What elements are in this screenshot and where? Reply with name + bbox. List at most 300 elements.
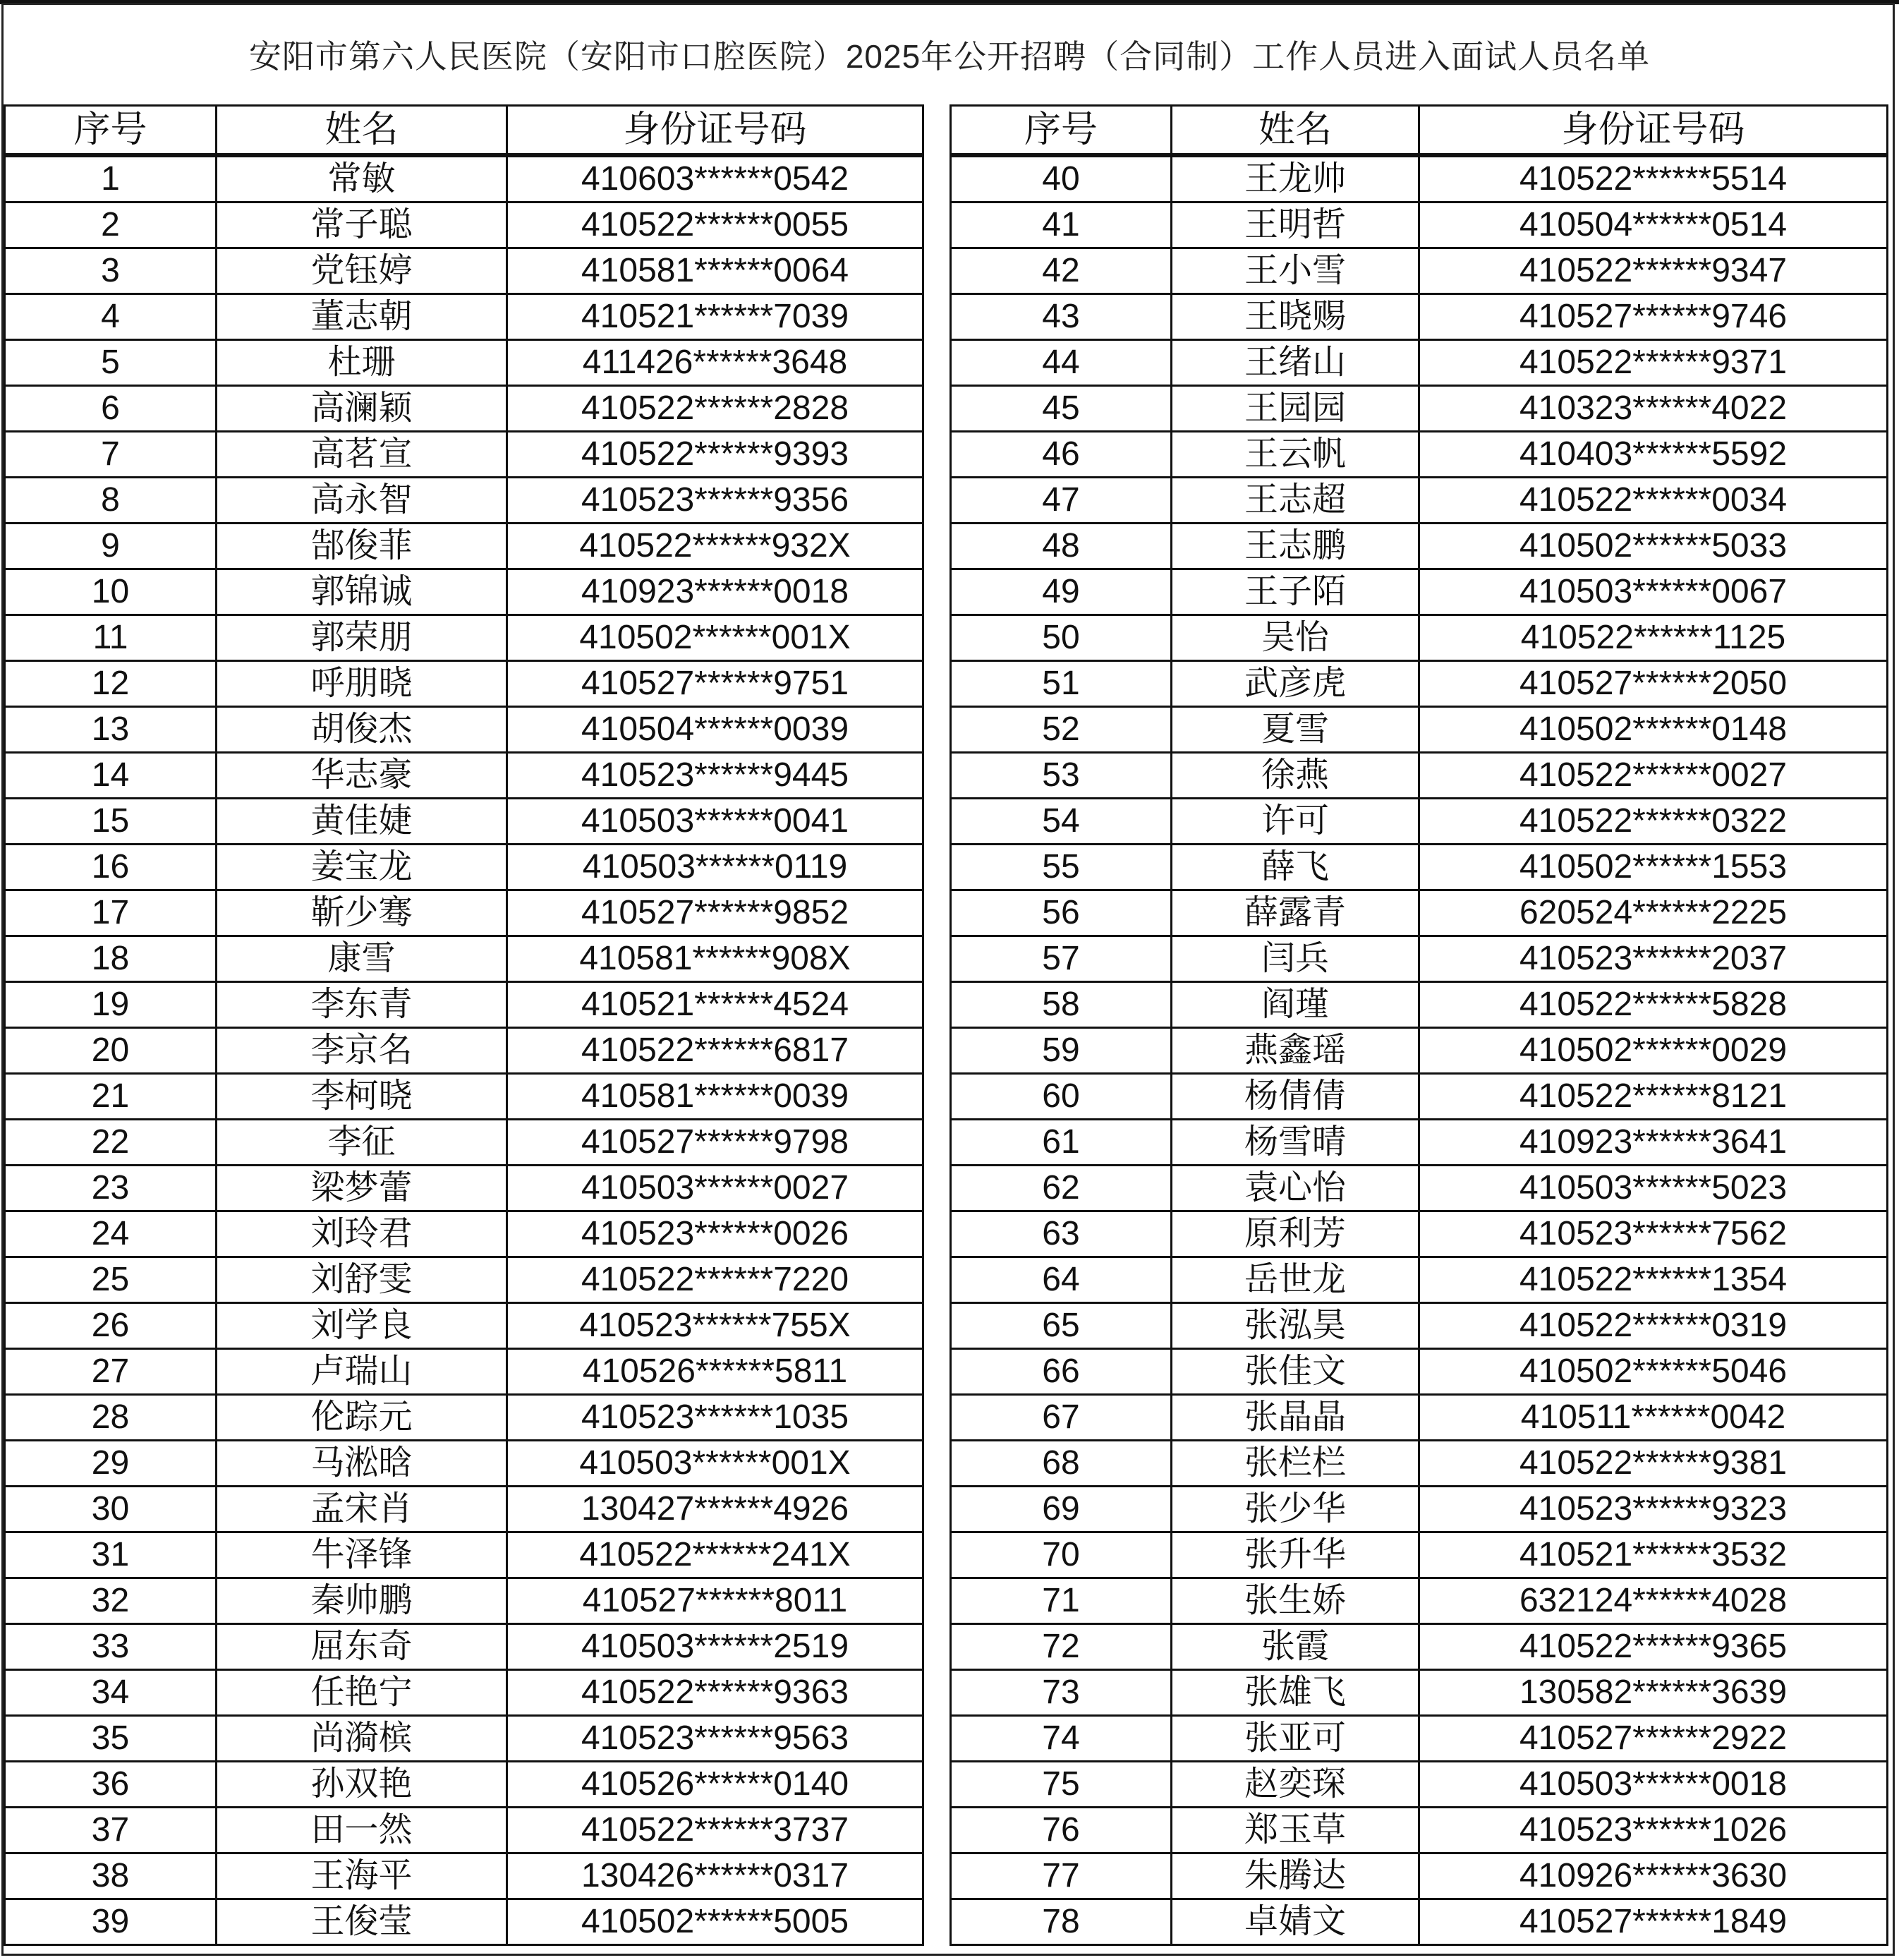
- cell-name: 秦帅鹏: [217, 1578, 507, 1624]
- cell-index: 7: [5, 432, 217, 478]
- cell-id-number: 410522******9393: [507, 432, 923, 478]
- cell-name: 华志豪: [217, 753, 507, 799]
- cell-name: 王子陌: [1172, 569, 1419, 615]
- cell-index: 25: [5, 1257, 217, 1303]
- cell-name: 武彦虎: [1172, 661, 1419, 707]
- table-row: [5, 890, 923, 936]
- cell-index: 61: [951, 1120, 1172, 1166]
- cell-index: 49: [951, 569, 1172, 615]
- cell-id-number: 410581******0064: [507, 248, 923, 294]
- cell-name: 原利芳: [1172, 1211, 1419, 1257]
- table-row: [5, 1808, 923, 1853]
- table-row: [5, 799, 923, 845]
- cell-id-number: 410522******9347: [1419, 248, 1888, 294]
- cell-name: 董志朝: [217, 294, 507, 340]
- cell-id-number: 410522******0322: [1419, 799, 1888, 845]
- table-row: [951, 386, 1888, 432]
- cell-id-number: 410522******9371: [1419, 340, 1888, 386]
- table-row: [951, 1120, 1888, 1166]
- cell-id-number: 410522******1354: [1419, 1257, 1888, 1303]
- cell-index: 24: [5, 1211, 217, 1257]
- table-row: [5, 432, 923, 478]
- table-row: [951, 1899, 1888, 1945]
- cell-id-number: 410527******2050: [1419, 661, 1888, 707]
- cell-index: 6: [5, 386, 217, 432]
- header-id-number: 身份证号码: [1419, 106, 1888, 156]
- cell-name: 王海平: [217, 1853, 507, 1899]
- cell-id-number: 410503******0027: [507, 1166, 923, 1211]
- cell-id-number: 410503******2519: [507, 1624, 923, 1670]
- table-row: [5, 1166, 923, 1211]
- table-row: [951, 799, 1888, 845]
- table-row: [5, 1120, 923, 1166]
- cell-name: 尚漪槟: [217, 1716, 507, 1762]
- cell-index: 47: [951, 478, 1172, 524]
- table-row: [5, 1257, 923, 1303]
- cell-id-number: 410502******5005: [507, 1899, 923, 1945]
- cell-id-number: 410521******3532: [1419, 1532, 1888, 1578]
- cell-id-number: 620524******2225: [1419, 890, 1888, 936]
- cell-name: 孟宋肖: [217, 1487, 507, 1532]
- cell-id-number: 410522******8121: [1419, 1074, 1888, 1120]
- roster-table-right: [950, 104, 1888, 1946]
- cell-id-number: 410522******6817: [507, 1028, 923, 1074]
- cell-index: 57: [951, 936, 1172, 982]
- cell-index: 58: [951, 982, 1172, 1028]
- cell-index: 32: [5, 1578, 217, 1624]
- cell-id-number: 410502******5046: [1419, 1349, 1888, 1395]
- cell-name: 马淞晗: [217, 1441, 507, 1487]
- cell-id-number: 410527******1849: [1419, 1899, 1888, 1945]
- table-row: [951, 982, 1888, 1028]
- table-row: [951, 1624, 1888, 1670]
- cell-id-number: 410527******9852: [507, 890, 923, 936]
- cell-name: 胡俊杰: [217, 707, 507, 753]
- header-row: [5, 106, 923, 156]
- table-row: [5, 707, 923, 753]
- cell-name: 张亚可: [1172, 1716, 1419, 1762]
- cell-id-number: 410526******0140: [507, 1762, 923, 1808]
- table-row: [951, 478, 1888, 524]
- cell-name: 高澜颖: [217, 386, 507, 432]
- cell-name: 杜珊: [217, 340, 507, 386]
- table-row: [5, 753, 923, 799]
- cell-id-number: 410527******9798: [507, 1120, 923, 1166]
- cell-id-number: 410523******1026: [1419, 1808, 1888, 1853]
- cell-id-number: 410926******3630: [1419, 1853, 1888, 1899]
- table-row: [951, 1716, 1888, 1762]
- table-row: [5, 1349, 923, 1395]
- table-row: [5, 202, 923, 248]
- table-row: [5, 615, 923, 661]
- cell-index: 72: [951, 1624, 1172, 1670]
- table-row: [5, 248, 923, 294]
- cell-index: 10: [5, 569, 217, 615]
- table-row: [5, 1578, 923, 1624]
- cell-id-number: 410502******5033: [1419, 524, 1888, 569]
- cell-name: 杨倩倩: [1172, 1074, 1419, 1120]
- cell-name: 王明哲: [1172, 202, 1419, 248]
- cell-name: 岳世龙: [1172, 1257, 1419, 1303]
- cell-id-number: 410502******0148: [1419, 707, 1888, 753]
- cell-id-number: 410503******0119: [507, 845, 923, 890]
- cell-name: 王小雪: [1172, 248, 1419, 294]
- cell-id-number: 410522******0055: [507, 202, 923, 248]
- cell-name: 袁心怡: [1172, 1166, 1419, 1211]
- cell-name: 张佳文: [1172, 1349, 1419, 1395]
- cell-id-number: 410923******3641: [1419, 1120, 1888, 1166]
- table-row: [951, 1808, 1888, 1853]
- table-row: [951, 1028, 1888, 1074]
- cell-name: 阎瑾: [1172, 982, 1419, 1028]
- cell-index: 15: [5, 799, 217, 845]
- table-row: [951, 340, 1888, 386]
- cell-id-number: 410503******0018: [1419, 1762, 1888, 1808]
- cell-index: 63: [951, 1211, 1172, 1257]
- header-row: [951, 106, 1888, 156]
- table-row: [5, 478, 923, 524]
- cell-index: 21: [5, 1074, 217, 1120]
- cell-id-number: 410523******755X: [507, 1303, 923, 1349]
- cell-id-number: 410522******0027: [1419, 753, 1888, 799]
- cell-name: 常子聪: [217, 202, 507, 248]
- cell-index: 56: [951, 890, 1172, 936]
- table-row: [951, 432, 1888, 478]
- cell-index: 69: [951, 1487, 1172, 1532]
- table-row: [5, 1303, 923, 1349]
- cell-name: 王绪山: [1172, 340, 1419, 386]
- cell-index: 28: [5, 1395, 217, 1441]
- cell-name: 姜宝龙: [217, 845, 507, 890]
- cell-id-number: 410581******0039: [507, 1074, 923, 1120]
- table-row: [5, 1028, 923, 1074]
- cell-name: 徐燕: [1172, 753, 1419, 799]
- cell-index: 29: [5, 1441, 217, 1487]
- cell-index: 4: [5, 294, 217, 340]
- cell-id-number: 410522******5828: [1419, 982, 1888, 1028]
- cell-name: 李征: [217, 1120, 507, 1166]
- table-row: [951, 569, 1888, 615]
- cell-index: 59: [951, 1028, 1172, 1074]
- cell-index: 11: [5, 615, 217, 661]
- cell-index: 53: [951, 753, 1172, 799]
- table-row: [951, 1166, 1888, 1211]
- table-row: [951, 1211, 1888, 1257]
- cell-index: 64: [951, 1257, 1172, 1303]
- cell-index: 37: [5, 1808, 217, 1853]
- cell-name: 燕鑫瑶: [1172, 1028, 1419, 1074]
- header-index: 序号: [5, 106, 217, 156]
- cell-name: 呼朋晓: [217, 661, 507, 707]
- cell-index: 73: [951, 1670, 1172, 1716]
- cell-name: 王志鹏: [1172, 524, 1419, 569]
- table-row: [5, 155, 923, 202]
- table-row: [951, 1762, 1888, 1808]
- cell-name: 王志超: [1172, 478, 1419, 524]
- cell-id-number: 411426******3648: [507, 340, 923, 386]
- cell-name: 王龙帅: [1172, 155, 1419, 202]
- header-id-number: 身份证号码: [507, 106, 923, 156]
- table-row: [951, 890, 1888, 936]
- cell-index: 17: [5, 890, 217, 936]
- table-row: [5, 1074, 923, 1120]
- cell-index: 3: [5, 248, 217, 294]
- cell-id-number: 130426******0317: [507, 1853, 923, 1899]
- table-row: [5, 1762, 923, 1808]
- cell-index: 55: [951, 845, 1172, 890]
- cell-id-number: 410603******0542: [507, 155, 923, 202]
- table-row: [951, 1074, 1888, 1120]
- table-row: [5, 524, 923, 569]
- cell-index: 38: [5, 1853, 217, 1899]
- cell-index: 8: [5, 478, 217, 524]
- cell-index: 33: [5, 1624, 217, 1670]
- table-row: [5, 1624, 923, 1670]
- cell-name: 王晓赐: [1172, 294, 1419, 340]
- table-row: [951, 753, 1888, 799]
- cell-id-number: 410502******001X: [507, 615, 923, 661]
- cell-name: 吴怡: [1172, 615, 1419, 661]
- cell-name: 黄佳婕: [217, 799, 507, 845]
- cell-index: 68: [951, 1441, 1172, 1487]
- cell-id-number: 410523******9323: [1419, 1487, 1888, 1532]
- table-row: [951, 155, 1888, 202]
- cell-name: 高永智: [217, 478, 507, 524]
- cell-index: 14: [5, 753, 217, 799]
- table-row: [5, 340, 923, 386]
- table-row: [951, 615, 1888, 661]
- cell-id-number: 410522******932X: [507, 524, 923, 569]
- cell-id-number: 410503******5023: [1419, 1166, 1888, 1211]
- cell-name: 郑玉草: [1172, 1808, 1419, 1853]
- cell-index: 23: [5, 1166, 217, 1211]
- cell-name: 常敏: [217, 155, 507, 202]
- cell-id-number: 410522******0034: [1419, 478, 1888, 524]
- cell-id-number: 410403******5592: [1419, 432, 1888, 478]
- cell-index: 13: [5, 707, 217, 753]
- table-row: [951, 661, 1888, 707]
- cell-index: 5: [5, 340, 217, 386]
- table-row: [951, 1395, 1888, 1441]
- cell-id-number: 410522******1125: [1419, 615, 1888, 661]
- cell-name: 张生娇: [1172, 1578, 1419, 1624]
- cell-index: 46: [951, 432, 1172, 478]
- cell-index: 78: [951, 1899, 1172, 1945]
- cell-index: 35: [5, 1716, 217, 1762]
- cell-id-number: 130582******3639: [1419, 1670, 1888, 1716]
- table-row: [951, 1257, 1888, 1303]
- table-row: [5, 1670, 923, 1716]
- cell-index: 70: [951, 1532, 1172, 1578]
- table-row: [5, 1395, 923, 1441]
- cell-name: 张升华: [1172, 1532, 1419, 1578]
- cell-index: 9: [5, 524, 217, 569]
- cell-name: 高茗宣: [217, 432, 507, 478]
- header-name: 姓名: [217, 106, 507, 156]
- cell-index: 77: [951, 1853, 1172, 1899]
- cell-index: 43: [951, 294, 1172, 340]
- cell-name: 梁梦蕾: [217, 1166, 507, 1211]
- cell-name: 张霞: [1172, 1624, 1419, 1670]
- cell-id-number: 130427******4926: [507, 1487, 923, 1532]
- cell-name: 李柯晓: [217, 1074, 507, 1120]
- table-row: [951, 248, 1888, 294]
- header-name: 姓名: [1172, 106, 1419, 156]
- cell-id-number: 410526******5811: [507, 1349, 923, 1395]
- cell-id-number: 410523******2037: [1419, 936, 1888, 982]
- cell-index: 42: [951, 248, 1172, 294]
- cell-name: 王俊莹: [217, 1899, 507, 1945]
- cell-index: 26: [5, 1303, 217, 1349]
- cell-index: 2: [5, 202, 217, 248]
- cell-id-number: 410527******9746: [1419, 294, 1888, 340]
- table-row: [951, 524, 1888, 569]
- cell-index: 71: [951, 1578, 1172, 1624]
- cell-name: 刘舒雯: [217, 1257, 507, 1303]
- table-row: [5, 386, 923, 432]
- cell-id-number: 410523******7562: [1419, 1211, 1888, 1257]
- cell-name: 刘玲君: [217, 1211, 507, 1257]
- cell-index: 27: [5, 1349, 217, 1395]
- cell-index: 75: [951, 1762, 1172, 1808]
- table-row: [951, 936, 1888, 982]
- cell-name: 张栏栏: [1172, 1441, 1419, 1487]
- cell-index: 22: [5, 1120, 217, 1166]
- cell-name: 李东青: [217, 982, 507, 1028]
- cell-name: 卢瑞山: [217, 1349, 507, 1395]
- cell-name: 伦踪元: [217, 1395, 507, 1441]
- cell-name: 张泓昊: [1172, 1303, 1419, 1349]
- cell-index: 40: [951, 155, 1172, 202]
- cell-name: 薛露青: [1172, 890, 1419, 936]
- cell-id-number: 410503******001X: [507, 1441, 923, 1487]
- cell-id-number: 410323******4022: [1419, 386, 1888, 432]
- cell-id-number: 410581******908X: [507, 936, 923, 982]
- cell-id-number: 410523******9445: [507, 753, 923, 799]
- cell-id-number: 410522******7220: [507, 1257, 923, 1303]
- cell-name: 赵奕琛: [1172, 1762, 1419, 1808]
- cell-name: 张少华: [1172, 1487, 1419, 1532]
- table-row: [951, 1349, 1888, 1395]
- cell-index: 39: [5, 1899, 217, 1945]
- cell-id-number: 632124******4028: [1419, 1578, 1888, 1624]
- table-row: [951, 1441, 1888, 1487]
- cell-name: 薛飞: [1172, 845, 1419, 890]
- cell-name: 郭锦诚: [217, 569, 507, 615]
- cell-index: 41: [951, 202, 1172, 248]
- cell-id-number: 410522******9363: [507, 1670, 923, 1716]
- cell-index: 44: [951, 340, 1172, 386]
- cell-name: 杨雪晴: [1172, 1120, 1419, 1166]
- cell-name: 屈东奇: [217, 1624, 507, 1670]
- cell-index: 60: [951, 1074, 1172, 1120]
- table-row: [951, 1487, 1888, 1532]
- table-row: [951, 707, 1888, 753]
- cell-name: 康雪: [217, 936, 507, 982]
- cell-name: 张晶晶: [1172, 1395, 1419, 1441]
- cell-id-number: 410522******5514: [1419, 155, 1888, 202]
- cell-id-number: 410522******9381: [1419, 1441, 1888, 1487]
- cell-name: 田一然: [217, 1808, 507, 1853]
- cell-name: 任艳宁: [217, 1670, 507, 1716]
- cell-name: 夏雪: [1172, 707, 1419, 753]
- table-row: [5, 1853, 923, 1899]
- cell-id-number: 410527******8011: [507, 1578, 923, 1624]
- cell-index: 12: [5, 661, 217, 707]
- table-row: [5, 1532, 923, 1578]
- table-row: [5, 1441, 923, 1487]
- cell-id-number: 410523******9563: [507, 1716, 923, 1762]
- cell-index: 67: [951, 1395, 1172, 1441]
- cell-name: 党钰婷: [217, 248, 507, 294]
- table-row: [5, 1487, 923, 1532]
- table-row: [5, 936, 923, 982]
- cell-index: 16: [5, 845, 217, 890]
- table-row: [5, 294, 923, 340]
- cell-index: 19: [5, 982, 217, 1028]
- table-row: [5, 661, 923, 707]
- cell-index: 20: [5, 1028, 217, 1074]
- cell-name: 郜俊菲: [217, 524, 507, 569]
- cell-name: 朱腾达: [1172, 1853, 1419, 1899]
- cell-id-number: 410521******7039: [507, 294, 923, 340]
- cell-name: 王园园: [1172, 386, 1419, 432]
- cell-index: 1: [5, 155, 217, 202]
- cell-name: 卓婧文: [1172, 1899, 1419, 1945]
- cell-id-number: 410504******0039: [507, 707, 923, 753]
- cell-index: 52: [951, 707, 1172, 753]
- cell-id-number: 410523******9356: [507, 478, 923, 524]
- cell-name: 刘学良: [217, 1303, 507, 1349]
- cell-index: 34: [5, 1670, 217, 1716]
- cell-id-number: 410527******9751: [507, 661, 923, 707]
- table-row: [5, 569, 923, 615]
- cell-index: 36: [5, 1762, 217, 1808]
- cell-index: 65: [951, 1303, 1172, 1349]
- cell-index: 54: [951, 799, 1172, 845]
- table-row: [5, 1899, 923, 1945]
- cell-id-number: 410523******1035: [507, 1395, 923, 1441]
- table-row: [951, 1532, 1888, 1578]
- cell-index: 51: [951, 661, 1172, 707]
- table-row: [5, 982, 923, 1028]
- cell-index: 62: [951, 1166, 1172, 1211]
- cell-id-number: 410522******2828: [507, 386, 923, 432]
- cell-id-number: 410511******0042: [1419, 1395, 1888, 1441]
- cell-name: 郭荣朋: [217, 615, 507, 661]
- table-row: [951, 1303, 1888, 1349]
- cell-name: 闫兵: [1172, 936, 1419, 982]
- cell-name: 张雄飞: [1172, 1670, 1419, 1716]
- table-row: [951, 294, 1888, 340]
- cell-name: 许可: [1172, 799, 1419, 845]
- table-row: [951, 1853, 1888, 1899]
- cell-id-number: 410502******0029: [1419, 1028, 1888, 1074]
- cell-id-number: 410522******241X: [507, 1532, 923, 1578]
- cell-name: 牛泽锋: [217, 1532, 507, 1578]
- cell-index: 76: [951, 1808, 1172, 1853]
- table-row: [951, 202, 1888, 248]
- cell-index: 50: [951, 615, 1172, 661]
- cell-id-number: 410527******2922: [1419, 1716, 1888, 1762]
- cell-index: 30: [5, 1487, 217, 1532]
- table-row: [5, 1716, 923, 1762]
- cell-index: 31: [5, 1532, 217, 1578]
- cell-id-number: 410521******4524: [507, 982, 923, 1028]
- document-title: 安阳市第六人民医院（安阳市口腔医院）2025年公开招聘（合同制）工作人员进入面试人员名单: [248, 38, 1651, 75]
- cell-id-number: 410522******9365: [1419, 1624, 1888, 1670]
- cell-id-number: 410923******0018: [507, 569, 923, 615]
